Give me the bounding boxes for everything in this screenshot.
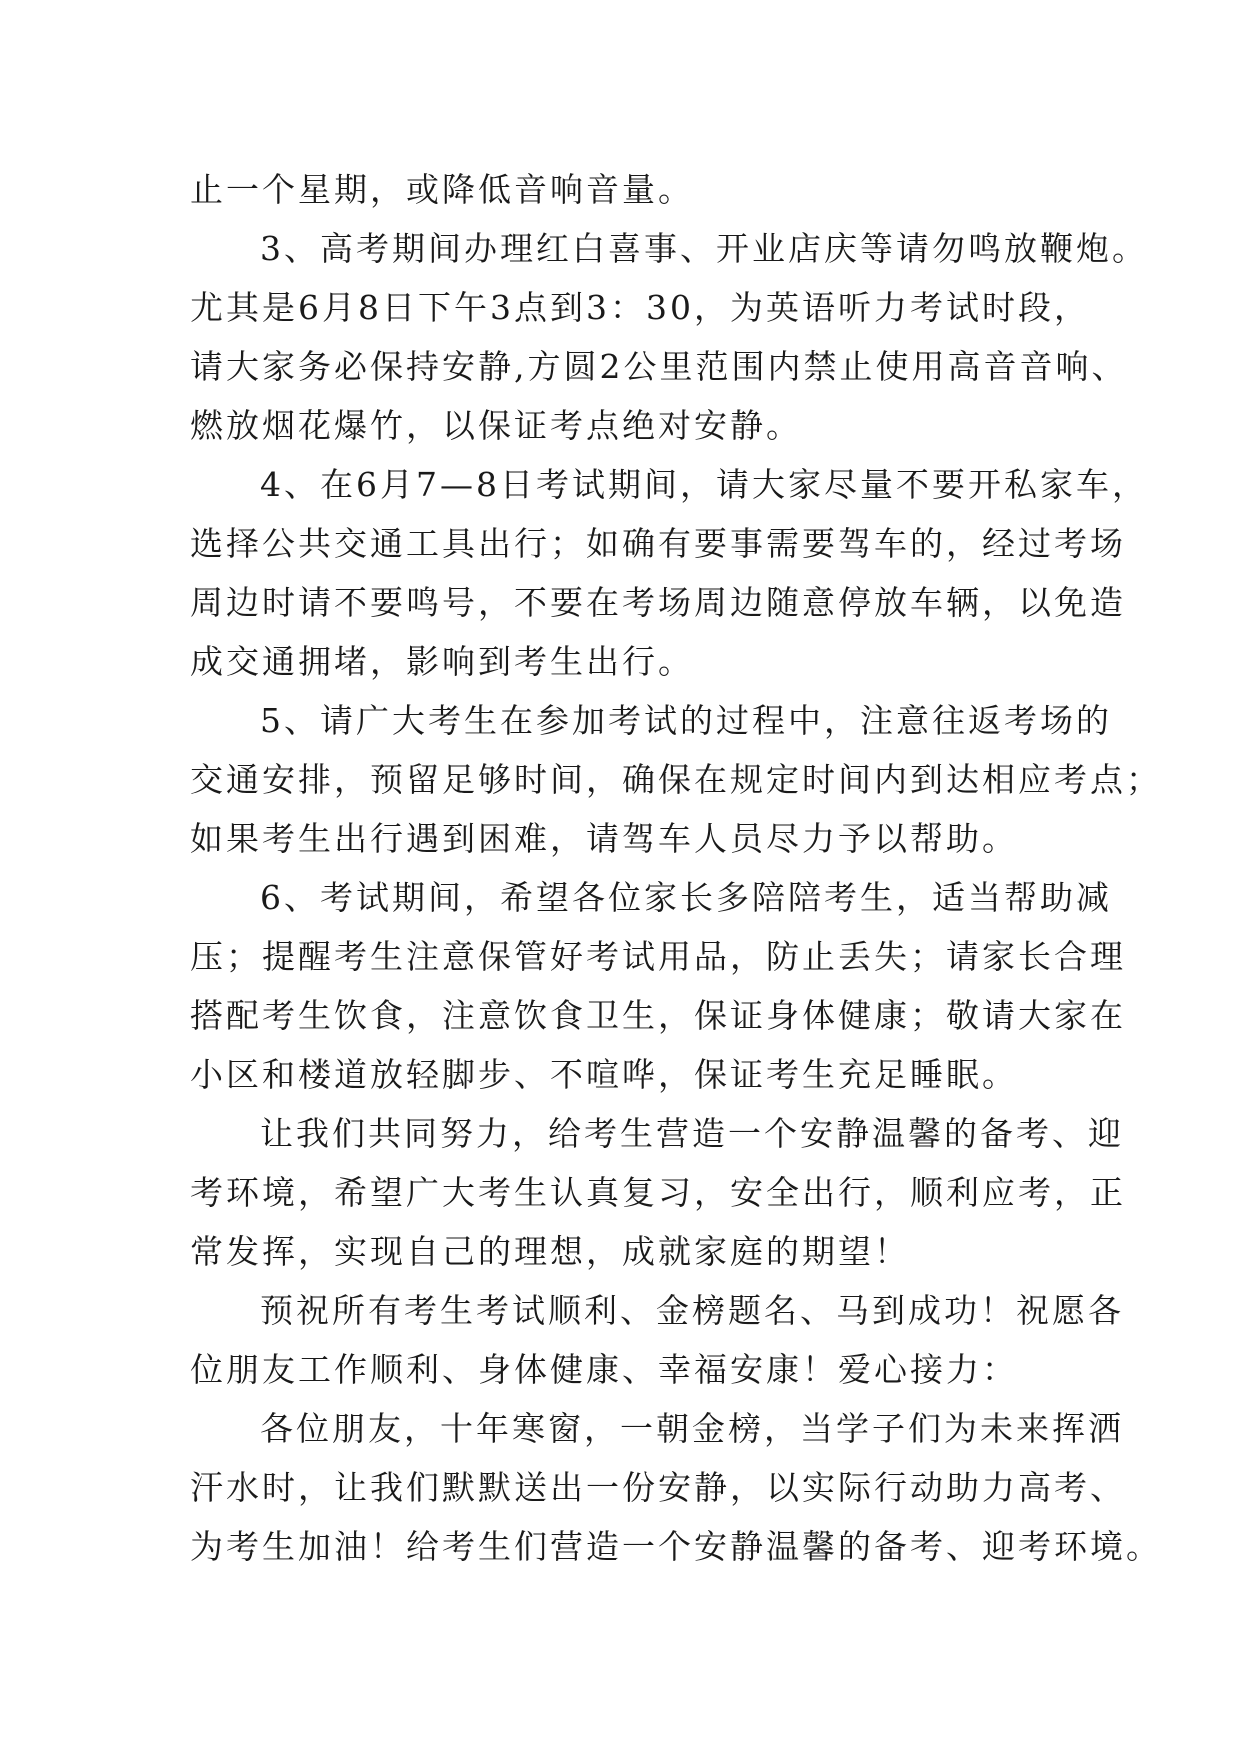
text-line: 各位朋友，十年寒窗，一朝金榜，当学子们为未来挥洒 (260, 1409, 1124, 1448)
text-line: 压；提醒考生注意保管好考试用品，防止丢失；请家长合理 (190, 937, 1126, 976)
text-line: 选择公共交通工具出行；如确有要事需要驾车的，经过考场 (190, 524, 1126, 563)
text-line: 5、请广大考生在参加考试的过程中，注意往返考场的 (260, 701, 1112, 740)
text-line: 位朋友工作顺利、身体健康、幸福安康！爱心接力： (190, 1350, 1018, 1389)
text-line: 如果考生出行遇到困难，请驾车人员尽力予以帮助。 (190, 819, 1018, 858)
text-line: 交通安排，预留足够时间，确保在规定时间内到达相应考点； (190, 760, 1162, 799)
text-line: 4、在6月7—8日考试期间，请大家尽量不要开私家车， (260, 465, 1148, 504)
text-line: 尤其是6月8日下午3点到3：30，为英语听力考试时段， (190, 288, 1090, 327)
text-line: 搭配考生饮食，注意饮食卫生，保证身体健康；敬请大家在 (190, 996, 1126, 1035)
text-line: 止一个星期，或降低音响音量。 (190, 170, 694, 209)
text-line: 成交通拥堵，影响到考生出行。 (190, 642, 694, 681)
text-line: 请大家务必保持安静,方圆2公里范围内禁止使用高音音响、 (190, 347, 1128, 386)
document-body (190, 160, 1162, 1576)
text-line: 为考生加油！给考生们营造一个安静温馨的备考、迎考环境。 (190, 1527, 1162, 1566)
text-line: 3、高考期间办理红白喜事、开业店庆等请勿鸣放鞭炮。 (260, 229, 1148, 268)
text-line: 6、考试期间，希望各位家长多陪陪考生，适当帮助减 (260, 878, 1112, 917)
text-line: 预祝所有考生考试顺利、金榜题名、马到成功！祝愿各 (260, 1291, 1124, 1330)
text-line: 常发挥，实现自己的理想，成就家庭的期望！ (190, 1232, 910, 1271)
text-line: 考环境，希望广大考生认真复习，安全出行，顺利应考，正 (190, 1173, 1126, 1212)
text-line: 周边时请不要鸣号，不要在考场周边随意停放车辆，以免造 (190, 583, 1126, 622)
text-line: 汗水时，让我们默默送出一份安静，以实际行动助力高考、 (190, 1468, 1126, 1507)
text-line: 燃放烟花爆竹，以保证考点绝对安静。 (190, 406, 802, 445)
text-line: 小区和楼道放轻脚步、不喧哗，保证考生充足睡眠。 (190, 1055, 1018, 1094)
text-line: 让我们共同努力，给考生营造一个安静温馨的备考、迎 (260, 1114, 1124, 1153)
